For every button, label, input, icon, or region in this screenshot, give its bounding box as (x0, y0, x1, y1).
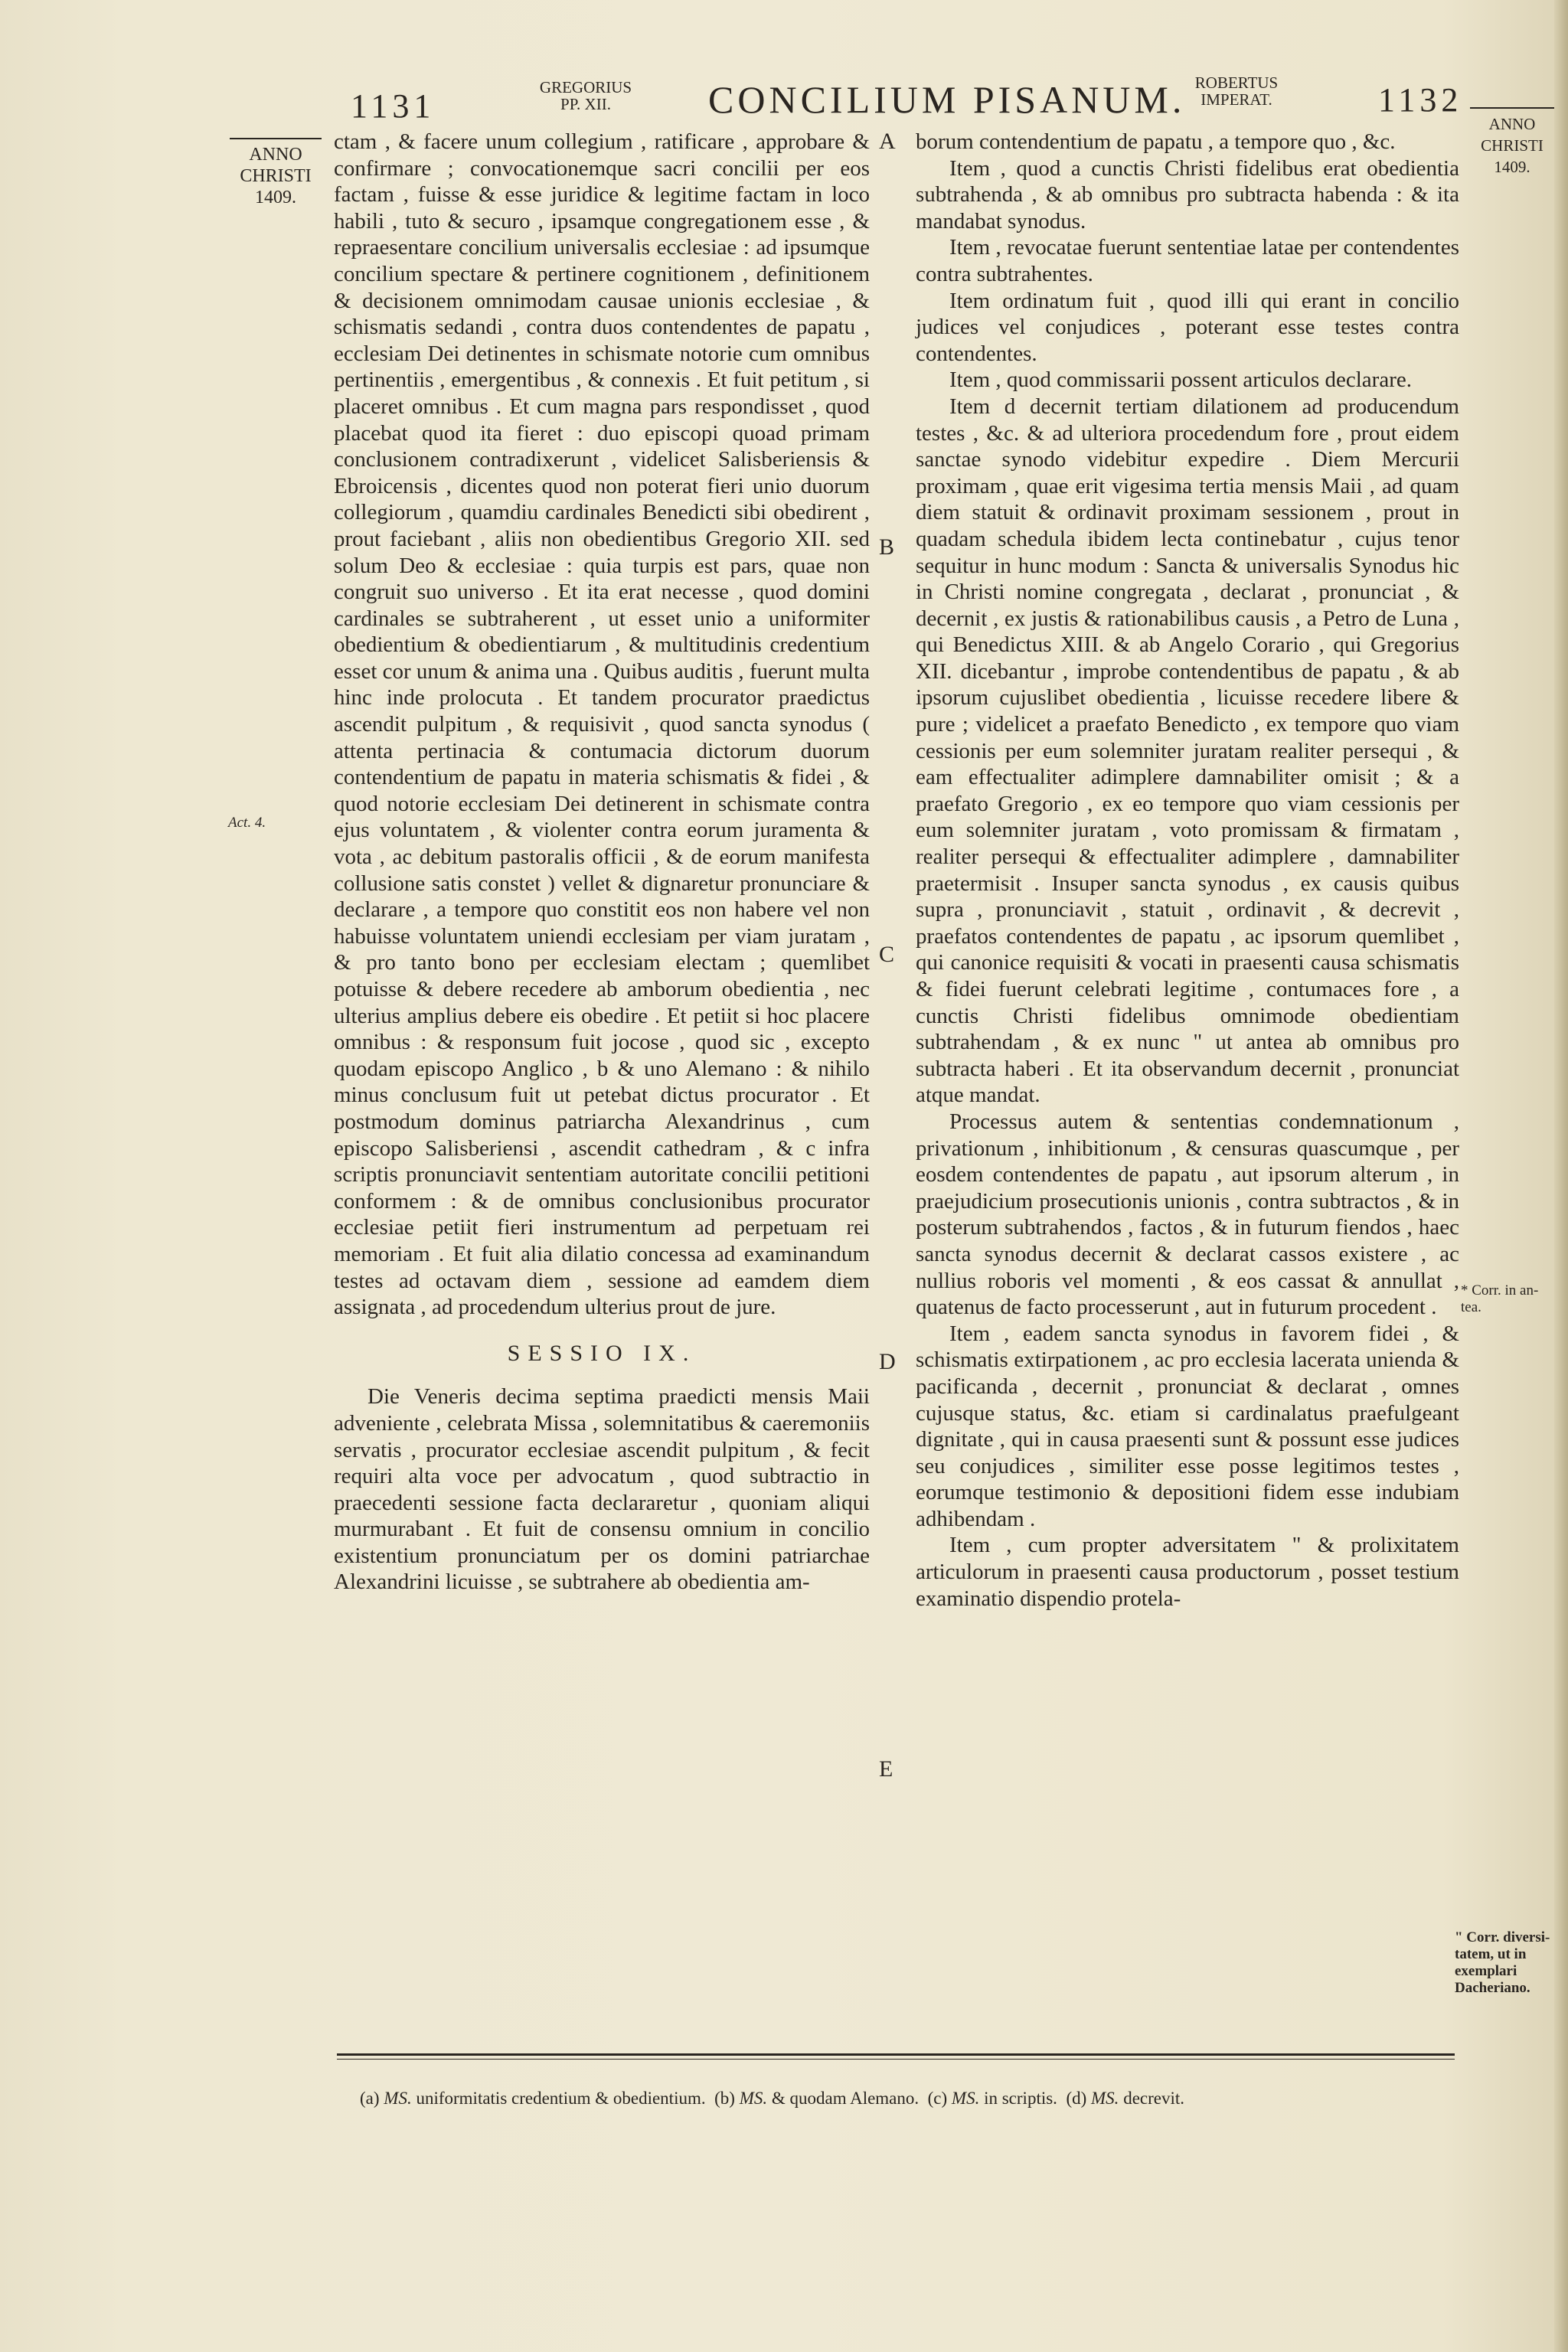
paragraph: ctam , & facere unum collegium , ratificare , approbare & confirmare ; convocationemque sacri concilii per eos factam , fuisse & esse juridice & legitime factam in loco habili , tuto & securo , ipsamque congregationem esse , & repraesentare concilium universalis ecclesiae : ad ipsumque concilium spectare & pertinere cognitionem , definitionem & decisionem omnimodam causae unionis ecclesiae , & schismatis sedandi , contra duos contendentes de papatu , ecclesiam Dei detinentes in schismate notorie cum omnibus pertinentiis , emergentibus , & connexis . Et fuit petitum , si placeret omnibus . Et cum magna pars respondisset , quod placebat quod ita fieret : duo episcopi quoad primam conclusionem contradixerunt , videlicet Salisberiensis & Ebroicensis , dicentes quod non poterat fieri unio duorum collegiorum , quamdiu cardinales Benedicti sibi obedirent , prout faciebant , aliis non obedientibus Gregorio XII. sed solum Deo & ecclesiae : quia turpis est pars, quae non congruit suo universo . Et ita erat necesse , quod domini cardinales se subtraherent , ut esset unio a uniformiter obedientium & obedientiarum , & multitudinis credentium esset cor unum & anima una . Quibus auditis , fuerunt multa hinc inde prolocuta . Et tandem procurator praedictus ascendit pulpitum , & requisivit , quod sancta synodus ( attenta pertinacia & contumacia dictorum duorum contendentium de papatu in materia schismatis & fidei , & quod notorie ecclesiam Dei detinerent in schismate contra ejus voluntatem , & violenter contra eorum juramenta & vota , ac debitum pastoralis officii , & de eorum manifesta collusione satis constet ) vellet & dignaretur pronunciare & declarare , a tempore quo constitit eos non habere vel non habuisse voluntatem uniendi ecclesiam per viam juratam , & pro tanto bono per ecclesiam electam ; quemlibet potuisse & debere recedere ab amborum obedientia , nec ulterius amplius debere eis obedire . Et petiit si hoc placere omnibus : & responsum fuit jocose , quod sic , excepto quodam episcopo Anglico , b & uno Alemano : & nihilo minus conclusum fuit ut petebat dictus procurator . Et postmodum dominus patriarcha Alexandrinus , cum episcopo Salisberiensi , ascendit cathedram , & c infra scriptis pronunciavit sententiam autoritate concilii petitioni conformem : & de omnibus conclusionibus procurator ecclesiae petiit fieri instrumentum ad perpetuam rei memoriam . Et fuit alia dilatio concessa ad examinandum testes ad octavam diem , sessione ad eamdem diem assignata , ad procedendum ulterius prout de jure. (334, 129, 870, 1320)
paragraph: Item , cum propter adversitatem " & prolixitatem articulorum in praesenti causa productorum , posset testium examinatio dispendio protela- (916, 1533, 1459, 1611)
running-header (0, 73, 1568, 134)
emperor-heading: ROBERTUS IMPERAT. (1194, 74, 1279, 109)
page-binding-edge (1554, 0, 1568, 2352)
margin-note-act: Act. 4. (228, 815, 266, 831)
section-letter-a: A (879, 129, 896, 154)
paragraph: Item , quod a cunctis Christi fidelibus erat obedientia subtrahenda , & ab omnibus pro subtracta habenda : & ita mandabat synodus. (916, 155, 1459, 234)
paragraph: Item , revocatae fuerunt sententiae latae per contendentes contra subtrahentes. (916, 235, 1459, 286)
section-letter-e: E (879, 1756, 893, 1782)
footnote-rule-thin (337, 2059, 1455, 2060)
margin-year-left: ANNO CHRISTI 1409. (230, 138, 322, 208)
section-letter-b: B (879, 534, 895, 560)
paragraph: Item ordinatum fuit , quod illi qui erant in concilio judices vel conjudices , poterant esse testes contra contendentes. (916, 288, 1459, 366)
left-text-column (334, 129, 870, 1596)
footnotes: (a) MS. uniformitatis credentium & obedientium. (b) MS. & quodam Alemano. (c) MS. in scriptis. (d) MS. decrevit. (360, 2089, 1185, 2108)
paragraph: borum contendentium de papatu , a tempore quo , &c. (916, 129, 1396, 154)
section-letter-d: D (879, 1349, 896, 1374)
margin-year-right: ANNO CHRISTI 1409. (1470, 107, 1554, 178)
footnote-rule (337, 2053, 1455, 2056)
section-letter-c: C (879, 942, 895, 967)
paragraph: Item , quod commissarii possent articulos declarare. (949, 368, 1412, 393)
page-title: CONCILIUM PISANUM. (708, 78, 1186, 121)
right-text-column (916, 129, 1459, 1612)
pope-heading: GREGORIUS PP. XII. (539, 78, 632, 113)
paragraph: Item d decernit tertiam dilationem ad producendum testes , &c. & ad ulteriora procedendum fore , prout eidem sanctae synodo videbitur expedire . Diem Mercurii proximam , quae erit vigesima tertia mensis Maii , ad quam diem statuit & ordinavit proximam sessionem , prout in quadam schedula ibidem lecta continebatur , cujus tenor sequitur in hunc modum : Sancta & universalis Synodus hic in Christi nomine congregata , declarat , pronunciat , & decernit , ex justis & rationabilibus causis , a Petro de Luna , qui Benedictus XIII. & ab Angelo Corario , qui Gregorius XII. dicebantur , improbe contendentibus de papatu , & ab ipsorum cujuslibet obedientia , licuisse recedere libere & pure ; videlicet a praefato Benedicto , ex tempore quo viam cessionis per eum solemniter juratam realiter persequi , & eam effectualiter adimplere damnabiliter omisit ; & a praefato Gregorio , ex eo tempore quo viam cessionis per eum solemniter juratam , voto promissam & firmatam , realiter persequi & effectualiter adimplere , damnabiliter praetermisit . Insuper sancta synodus , ex causis quibus supra , pronunciavit , statuit , ordinavit , & decrevit , praefatos contendentes de papatu , ac ipsorum quemlibet , qui canonice requisiti & vocati in praesenti causa schismatis & fidei fuerunt celebrati legitime , contumaces fore , a cunctis Christi fidelibus omnimode obedientiam subtrahendam , & ex nunc " ut antea ab omnibus pro subtracta haberi . Et ita observandum decernit , pronunciat atque mandat. (916, 394, 1459, 1108)
margin-note-correction-1: * Corr. in an- tea. (1461, 1282, 1539, 1315)
paragraph: Processus autem & sententias condemnationum , privationum , inhibitionum , & censuras quascumque , per eosdem contendentes de papatu , aut ipsorum alterum , in praejudicium prosecutionis unionis , contra subtractos , & in posterum subtrahendos , factos , & in futurum fiendos , haec sancta synodus decernit & declarat cassos existere , ac nullius roboris vel momenti , & eos cassat & annullat , quatenus de facto processerunt , aut in futurum procedent . (916, 1109, 1459, 1320)
margin-note-correction-2: " Corr. diversi- tatem, ut in exemplari Dacheriano. (1455, 1929, 1550, 1996)
paragraph: Die Veneris decima septima praedicti mensis Maii adveniente , celebrata Missa , solemnitatibus & caeremoniis servatis , procurator ecclesiae ascendit pulpitum , & fecit requiri alta voce per advocatum , quod subtractio in praecedenti sessione facta declararetur , quoniam aliqui murmurabant . Et fuit de consensu omnium in concilio existentium pronunciatum per os domini patriarchae Alexandrini licuisse , se subtrahere ab obedientia am- (334, 1384, 870, 1595)
session-heading: SESSIO IX. (507, 1340, 697, 1366)
paragraph: Item , eadem sancta synodus in favorem fidei , & schismatis extirpationem , ac pro ecclesia lacerata unienda & pacificanda , decernit , pronunciat & declarat , omnes cujusque status, &c. etiam si cardinalatus praefulgeant dignitate , qui in causa praesenti sunt & possunt esse judices seu conjudices , similiter esse posse legitimos testes , eorumque testimonio & depositioni fidem esse indubiam adhibendam . (916, 1321, 1459, 1531)
page-number-right: 1132 (1378, 81, 1463, 119)
page-number-left: 1131 (351, 87, 436, 125)
